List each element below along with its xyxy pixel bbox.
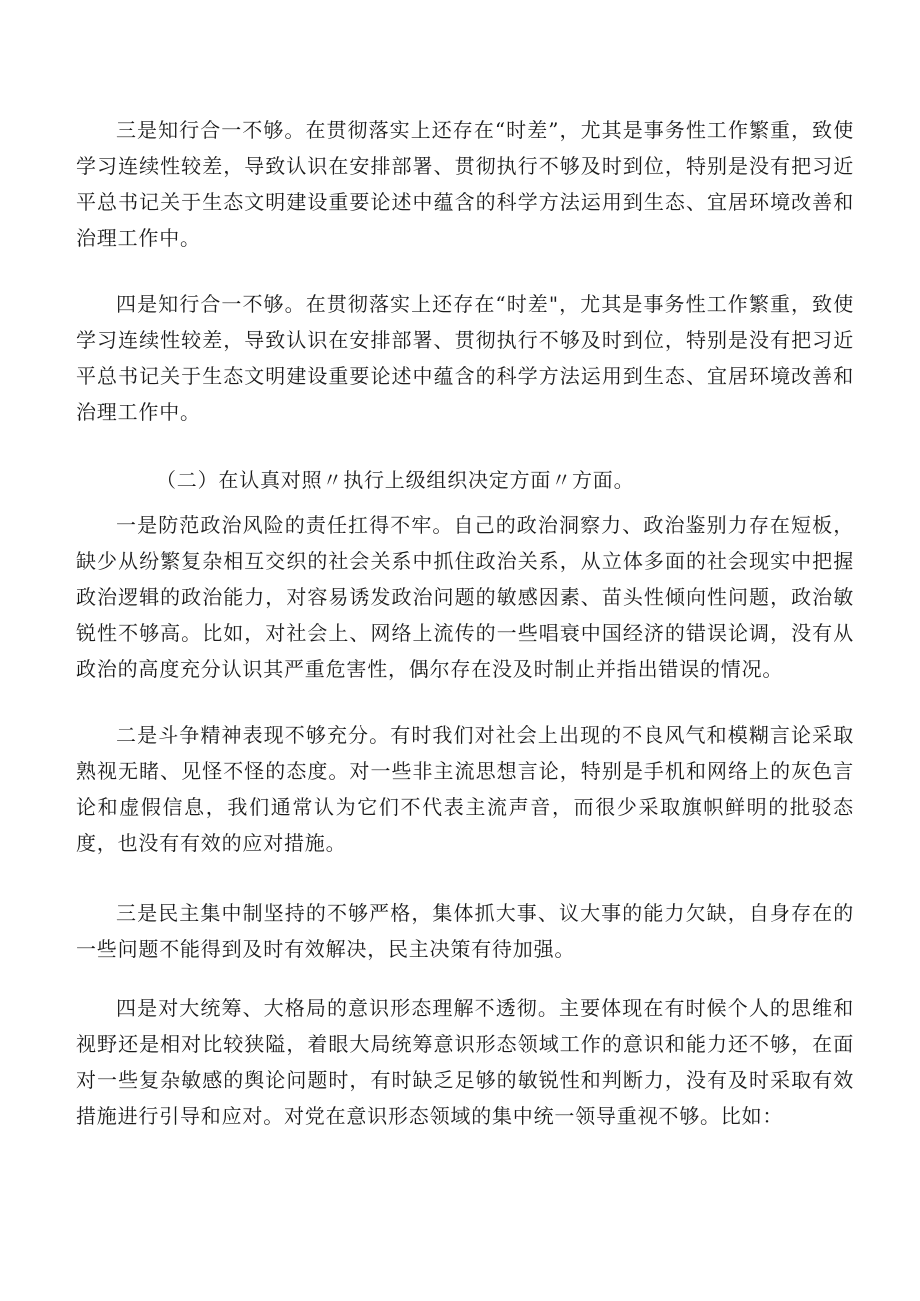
paragraph-struggle-spirit: 二是斗争精神表现不够充分。有时我们对社会上出现的不良风气和模糊言论采取熟视无睹、见怪不怪的态度。对一些非主流思想言论，特别是手机和网络上的灰色言论和虚假信息，我们通常认为它们不代表主流声音，而很少采取旗帜鲜明的批驳态度，也没有有效的应对措施。: [76, 723, 854, 855]
paragraph-ideology: 四是对大统筹、大格局的意识形态理解不透彻。主要体现在有时候个人的思维和视野还是相对比较狭隘，着眼大局统筹意识形态领域工作的意识和能力还不够，在面对一些复杂敏感的舆论问题时，有时缺乏足够的敏锐性和判断力，没有及时采取有效措施进行引导和应对。对党在意识形态领域的集中统一领导重视不够。比如：: [76, 996, 854, 1128]
section-heading: （二）在认真对照〃执行上级组织决定方面〃方面。: [156, 468, 635, 492]
paragraph-democratic-centralism: 三是民主集中制坚持的不够严格，集体抓大事、议大事的能力欠缺，自身存在的一些问题不能得到及时有效解决，民主决策有待加强。: [76, 901, 854, 961]
paragraph-zhixing-heyi-4: 四是知行合一不够。在贯彻落实上还存在“时差"，尤其是事务性工作繁重，致使学习连续性较差，导致认识在安排部署、贯彻执行不够及时到位，特别是没有把习近平总书记关于生态文明建设重要论述中蕴含的科学方法运用到生态、宜居环境改善和治理工作中。: [76, 292, 854, 424]
paragraph-zhixing-heyi-3: 三是知行合一不够。在贯彻落实上还存在“时差”，尤其是事务性工作繁重，致使学习连续性较差，导致认识在安排部署、贯彻执行不够及时到位，特别是没有把习近平总书记关于生态文明建设重要论述中蕴含的科学方法运用到生态、宜居环境改善和治理工作中。: [76, 118, 854, 250]
paragraph-political-risk: 一是防范政治风险的责任扛得不牢。自己的政治洞察力、政治鉴别力存在短板，缺少从纷繁复杂相互交织的社会关系中抓住政治关系，从立体多面的社会现实中把握政治逻辑的政治能力，对容易诱发政治问题的敏感因素、苗头性倾向性问题，政治敏锐性不够高。比如，对社会上、网络上流传的一些唱衰中国经济的错误论调，没有从政治的高度充分认识其严重危害性，偶尔存在没及时制止并指出错误的情况。: [76, 513, 854, 681]
